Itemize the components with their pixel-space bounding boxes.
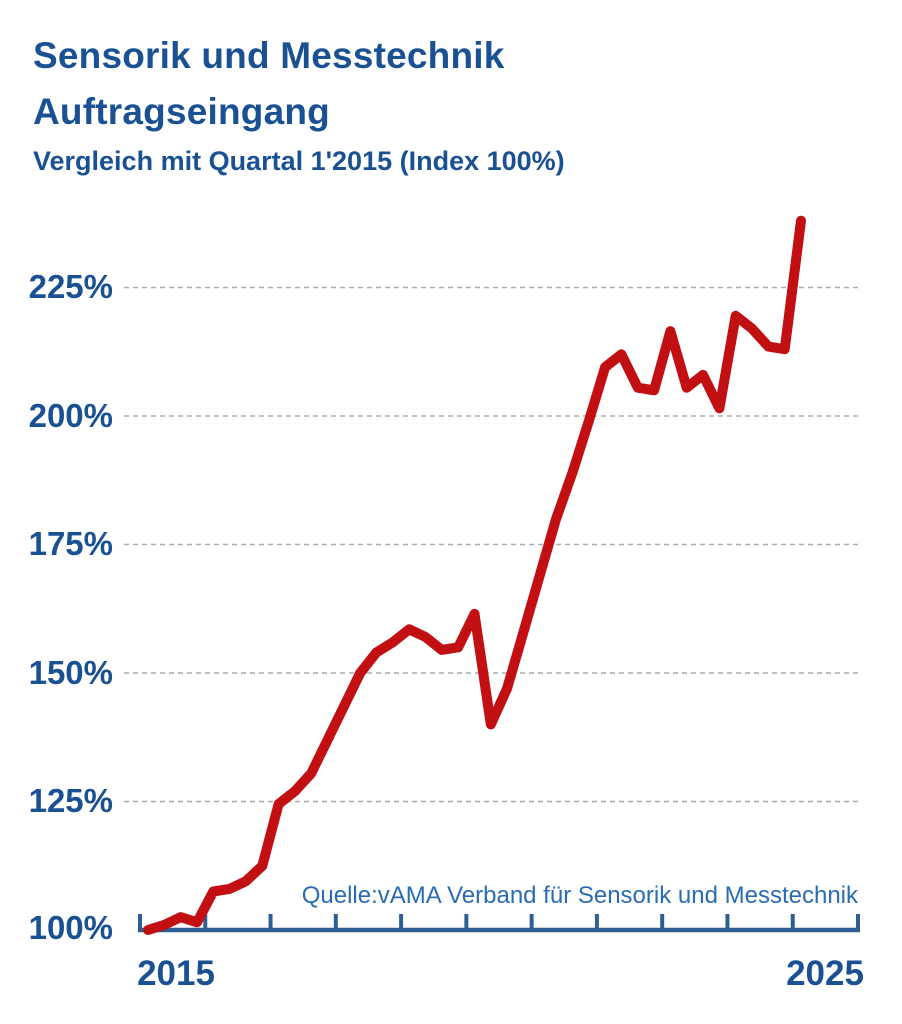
y-axis-tick-label-175: 175% bbox=[28, 525, 113, 562]
y-axis-tick-label-125: 125% bbox=[28, 782, 113, 819]
order-intake-index-line bbox=[148, 221, 801, 930]
x-axis-label-2025: 2025 bbox=[786, 954, 864, 993]
y-axis-tick-label-225: 225% bbox=[28, 268, 113, 305]
y-axis-tick-label-100: 100% bbox=[28, 909, 113, 946]
y-axis-tick-label-200: 200% bbox=[28, 397, 113, 434]
chart-subtitle: Vergleich mit Quartal 1'2015 (Index 100%) bbox=[33, 146, 565, 176]
chart-title-line2: Auftragseingang bbox=[33, 91, 330, 132]
y-axis-tick-label-150: 150% bbox=[28, 654, 113, 691]
source-caption: Quelle:vAMA Verband für Sensorik und Messtechnik bbox=[301, 882, 858, 909]
chart-title-line1: Sensorik und Messtechnik bbox=[33, 35, 505, 76]
x-axis-label-2015: 2015 bbox=[137, 954, 215, 993]
